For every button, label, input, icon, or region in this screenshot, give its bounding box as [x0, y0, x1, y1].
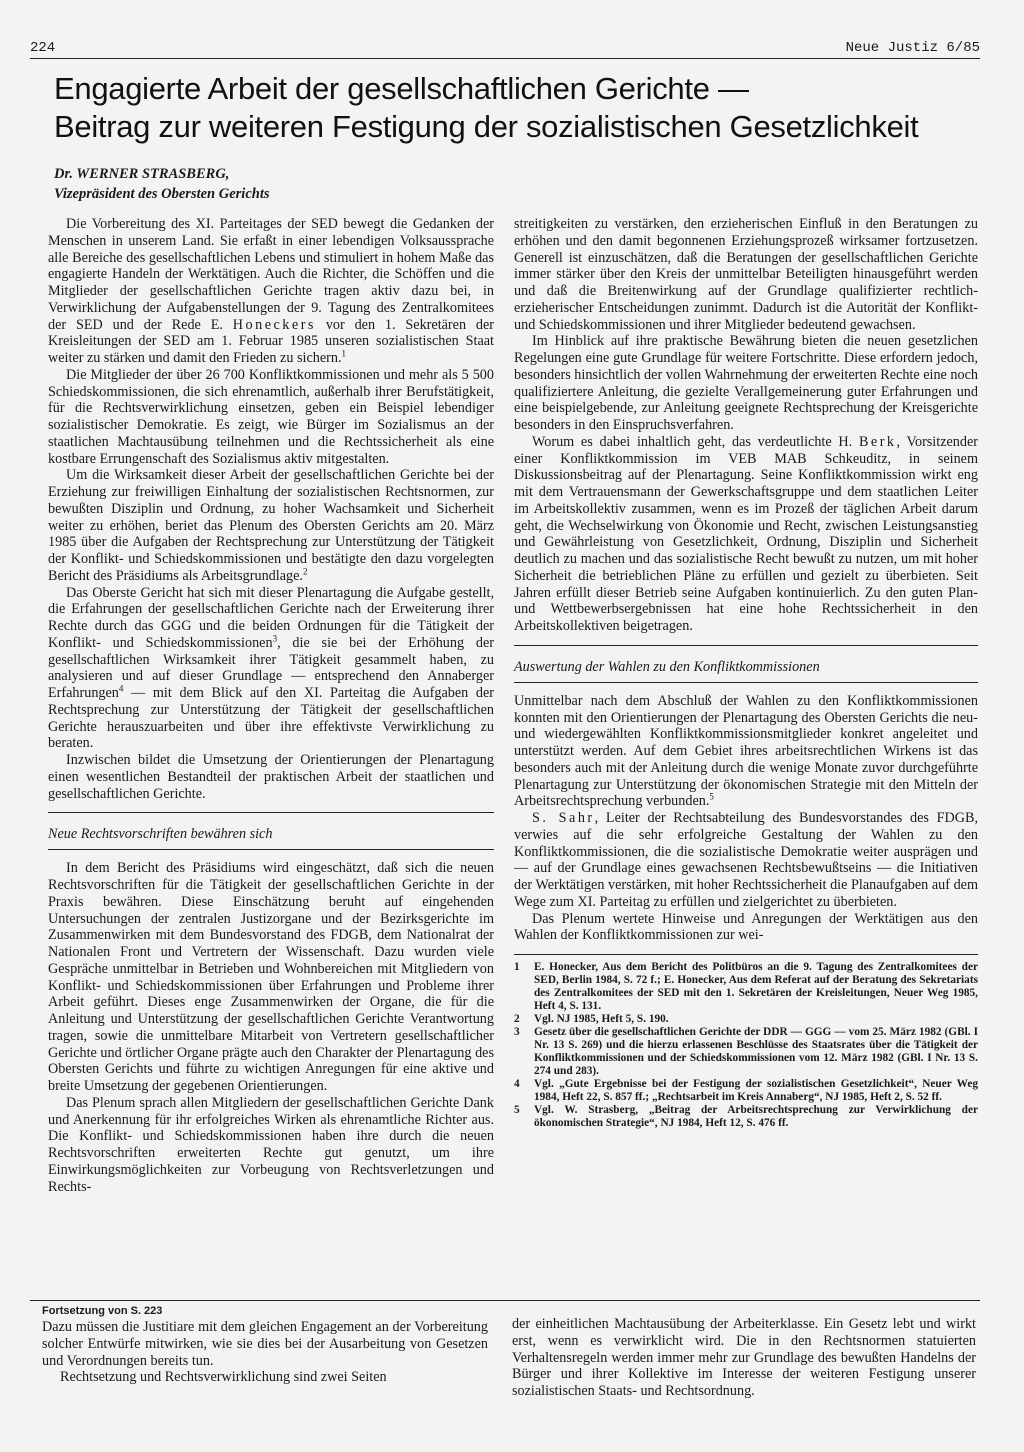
article-title: [54, 70, 994, 146]
paragraph: Die Vorbereitung des XI. Parteitages der SED bewegt die Gedanken der Menschen in unserem Land. Sie erfaßt in einer lebendigen Volksaussprache alle Bereiche des gesellschaftlichen Lebens und stimuliert in hohem Maße das engagierte Handeln der Werktätigen. Auch die Richter, die Schöffen und die Mitglieder der gesellschaftlichen Gerichte tragen aktiv dazu bei, in Verwirklichung der Aufgabenstellungen der 9. Tagung des Zentralkomitees der SED und der Rede E. Honeckers vor den 1. Sekretären der Kreisleitungen der SED am 1. Februar 1985 unseren sozialistischen Staat weiter zu stärken und damit den Frieden zu sichern.$^1$: [48, 216, 495, 366]
section-heading: Auswertung der Wahlen zu den Konfliktkommissionen: [514, 645, 978, 683]
footnote-number: 1: [514, 961, 520, 973]
paragraph: Inzwischen bildet die Umsetzung der Orientierungen der Plenartagung einen wesentlichen Bestandteil der praktischen Arbeit der staatlichen und gesellschaftlichen Gerichte.: [48, 752, 494, 802]
footnote-text: Vgl. NJ 1985, Heft 5, S. 190.: [534, 1013, 669, 1025]
footnote-ref: 5: [709, 791, 714, 802]
paragraph: streitigkeiten zu verstärken, den erzieherischen Einfluß in den Beratungen zu erhöhen und den damit begonnenen Erziehungsprozeß wirksamer fortzusetzen. Generell ist einzuschätzen, daß die Beratungen der gesellschaftlichen Gerichte immer stärker über den Kreis der unmittelbar Beteiligten hinausgeführt werden und daß die Breitenwirkung auf der Grundlage qualifizierter rechtlich-erzieherischer Entscheidungen zunimmt. Dadurch ist die Autorität der Konflikt- und Schiedskommissionen und ihrer Mitglieder bedeutend gewachsen.: [514, 216, 978, 333]
paragraph: Rechtsetzung und Rechtsverwirklichung sind zwei Seiten: [60, 1369, 387, 1386]
paragraph: Das Plenum wertete Hinweise und Anregungen der Werktätigen aus den Wahlen der Konfliktkommissionen zur wei-: [514, 910, 978, 944]
footnote-number: 2: [514, 1013, 520, 1025]
footnote-text: Gesetz über die gesellschaftlichen Gerichte der DDR — GGG — vom 25. März 1982 (GBl. I Nr. 13 S. 269) und die hierzu erlassenen Beschlüsse des Staatsrates über die Tätigkeit der Konfliktkommissionen und der Schiedskommissionen vom 12. März 1982 (GBl. I Nr. 13 S. 274 und 283).: [534, 1026, 978, 1077]
paragraph: Um die Wirksamkeit dieser Arbeit der gesellschaftlichen Gerichte bei der Erziehung zur freiwilligen Einhaltung der sozialistischen Rechtsnormen, zur bewußten Disziplin und Ordnung, zu hoher Wachsamkeit und Sicherheit weiter zu erhöhen, beriet das Plenum des Obersten Gerichts am 20. März 1985 über die Aufgaben der Rechtsprechung zur Unterstützung der Tätigkeit der Konflikt- und Schiedskommissionen und bestätigte den dazu vorgelegten Bericht des Präsidiums als Arbeitsgrundlage.$^2$: [48, 467, 494, 584]
footnote-text: E. Honecker, Aus dem Bericht des Politbüros an die 9. Tagung des Zentralkomitees der SED, Berlin 1984, S. 72 f.; E. Honecker, Aus dem Referat auf der Beratung des Sekretariats des Zentralkomitees der SED mit den 1. Sekretären der Kreisleitungen, Neuer Weg 1985, Heft 4, S. 131.: [534, 961, 978, 1012]
page-number: 224: [30, 40, 56, 56]
author-role: Vizepräsident des Obersten Gerichts: [54, 186, 270, 202]
paragraph: Worum es dabei inhaltlich geht, das verdeutlichte H. Berk, Vorsitzender einer Konfliktkommission im VEB MAB Schkeuditz, in seinem Diskussionsbeitrag auf der Plenartagung. Seine Konfliktkommission wirkt eng mit dem Vertrauensmann der Gewerkschaftsgruppe und dem staatlichen Leiter im Arbeitskollektiv zusammen, wenn es im Prozeß der täglichen Arbeit darum geht, die Wechselwirkung von Ökonomie und Recht, zwischen Leistungsanstieg und Gewährleistung von Gesetzlichkeit, Ordnung, Disziplin und Sicherheit deutlich zu machen und das sozialistische Recht bewußt zu nutzen, um mit hoher Sicherheit die betrieblichen Pläne zu erfüllen und gezielt zu überbieten. Seit Jahren erfüllt dieser Betrieb seine Aufgaben kontinuierlich. Zu den guten Plan- und Wettbewerbsergebnissen hat eine hohe Rechtssicherheit in den Arbeitskollektiven beigetragen.: [514, 433, 978, 634]
continuation-divider: [30, 1300, 980, 1301]
footnote-number: 4: [514, 1078, 520, 1090]
footnote-ref: 4: [118, 683, 124, 694]
author-block: [54, 164, 554, 204]
footnote-text: Vgl. „Gute Ergebnisse bei der Festigung der sozialistischen Gesetzlichkeit“, Neuer Weg 1984, Heft 22, S. 857 ff.; „Rechtsarbeit im Kreis Annaberg“, NJ 1985, Heft 2, S. 52 ff.: [534, 1078, 978, 1103]
continuation-label: Fortsetzung von S. 223: [42, 1305, 163, 1317]
footnote: [514, 1013, 978, 1026]
footnote-ref: 2: [302, 566, 308, 577]
person-name: S. Sahr: [532, 810, 595, 826]
paragraph: Das Oberste Gericht hat sich mit dieser Plenartagung die Aufgabe gestellt, die Erfahrungen der gesellschaftlichen Gerichte nach der Erweiterung ihrer Rechte durch das GGG und die beiden Ordnungen für die Tätigkeit der Konflikt- und Schiedskommissionen$^3$, die sie bei der Erhöhung der gesellschaftlichen Wirksamkeit ihrer Tätigkeit gesammelt haben, zu analysieren und auf dieser Grundlage — entsprechend den Annaberger Erfahrungen$^4$ — mit dem Blick auf den XI. Parteitag die Aufgaben der Rechtsprechung zur Unterstützung der Tätigkeit der gesellschaftlichen Gerichte herauszuarbeiten und über ihre effektivste Verwirklichung zu beraten.: [48, 584, 495, 752]
paragraph: S. Sahr, Leiter der Rechtsabteilung des Bundesvorstandes des FDGB, verwies auf die sehr erfolgreiche Gestaltung der Wahlen zu den Konfliktkommissionen, die die sozialistische Demokratie weiter ausprägen und — auf der Grundlage eines gewachsenen Rechtsbewußtseins — die Initiativen der Werktätigen verstärken, mit hoher Rechtssicherheit die Planaufgaben auf dem Wege zum XI. Parteitag zu erfüllen und zielgerichtet zu überbieten.: [514, 810, 978, 910]
paragraph: Das Plenum sprach allen Mitgliedern der gesellschaftlichen Gerichte Dank und Anerkennung für ihr erfolgreiches Wirken als ehrenamtliche Richter aus. Die Konflikt- und Schiedskommissionen haben ihre durch die neuen Rechtsvorschriften erweiterten Rechte gut genutzt, um ihre Einwirkungsmöglichkeiten zur Vorbeugung von Rechtsverletzungen und Rechts-: [48, 1094, 494, 1195]
continuation-right: [512, 1316, 976, 1400]
footnote: [514, 961, 978, 1013]
title-line-1: Engagierte Arbeit der gesellschaftlichen Gerichte —: [54, 71, 749, 106]
left-column: [48, 216, 494, 1195]
footnote-ref: 1: [341, 348, 347, 359]
footnote: [514, 1078, 978, 1104]
continuation-left: [42, 1304, 488, 1386]
person-name: Berk: [858, 433, 897, 450]
footnote-text: Vgl. W. Strasberg, „Beitrag der Arbeitsrechtsprechung zur Verwirklichung der ökonomischen Strategie“, NJ 1984, Heft 12, S. 476 ff.: [534, 1104, 978, 1129]
footnote-ref: 3: [272, 633, 278, 644]
section-heading: Neue Rechtsvorschriften bewähren sich: [48, 812, 494, 850]
paragraph: Dazu müssen die Justitiare mit dem gleichen Engagement an der Vorbereitung solcher Entwürfe mitwirken, wie sie dies bei der Ausarbeitung von Gesetzen und Verordnungen bereits tun.: [42, 1319, 488, 1369]
journal-issue: Neue Justiz 6/85: [845, 40, 980, 56]
footnote: [514, 1104, 978, 1130]
paragraph: Im Hinblick auf ihre praktische Bewährung bieten die neuen gesetzlichen Regelungen eine gute Grundlage für weitere Fortschritte. Diese erfordern jedoch, besonders hinsichtlich der vollen Wahrnehmung der erweiterten Rechte eine noch qualifiziertere Anleitung, die gezielte Verallgemeinerung guter Erfahrungen und eine beispielgebende, zur Anleitung geeignete Rechtsprechung der Kreisgerichte besonders in den Einspruchsverfahren.: [514, 333, 978, 433]
paragraph: Die Mitglieder der über 26 700 Konfliktkommissionen und mehr als 5 500 Schiedskommissionen, die sich ehrenamtlich, außerhalb ihrer Berufstätigkeit, für die Rechtsverwirklichung einsetzen, geben ein Beispiel lebendiger sozialistischer Demokratie. Es zeigt, wie Bürger im Sozialismus an der staatlichen Machtausübung teilnehmen und die Rechtssicherheit als eine kostbare Errungenschaft des Sozialismus aktiv mitgestalten.: [48, 366, 494, 467]
title-line-2: Beitrag zur weiteren Festigung der sozialistischen Gesetzlichkeit: [54, 109, 919, 144]
footnote-number: 3: [514, 1026, 520, 1038]
person-name: Honeckers: [232, 316, 316, 333]
footnote: [514, 1026, 978, 1078]
paragraph: Unmittelbar nach dem Abschluß der Wahlen zu den Konfliktkommissionen konnten mit den Orientierungen der Plenartagung des Obersten Gerichts die neu- und wiedergewählten Konfliktkommissionsmitglieder konkret angeleitet und unterstützt werden. Auf dem Gebiet ihres arbeitsrechtlichen Wirkens ist das besonders auch mit der Anleitung durch die wenige Monate zuvor durchgeführte Plenartagung zur Unterstützung der ökonomischen Strategie mit den Mitteln der Arbeitsrechtsprechung verbunden.$^5$: [514, 692, 978, 810]
page-header: [30, 40, 980, 59]
author-name: Dr. WERNER STRASBERG,: [54, 166, 230, 182]
footnote-number: 5: [514, 1104, 520, 1116]
paragraph: In dem Bericht des Präsidiums wird eingeschätzt, daß sich die neuen Rechtsvorschriften für die Tätigkeit der gesellschaftlichen Gerichte in der Praxis bewähren. Diese Einschätzung beruht auf eingehenden Untersuchungen der zentralen Justizorgane und der Bezirksgerichte im Zusammenwirken mit dem Bundesvorstand des FDGB, dem Nationalrat der Nationalen Front und Vertretern der Wissenschaft. Dazu wurden viele Gespräche unmittelbar in Betrieben und Wohnbereichen mit Mitgliedern von Konflikt- und Schiedskommissionen über Erfahrungen und Probleme ihrer Arbeit geführt. Dieses enge Zusammenwirken der Organe, die für die Anleitung und Unterstützung der gesellschaftlichen Gerichte Verantwortung tragen, sowie die unmittelbare Mitarbeit von Vertretern gesellschaftlicher Gerichte und örtlicher Organe prägte auch den Charakter der Plenartagung des Obersten Gerichts und führte zu wichtigen Anregungen für eine aktive und breite Umsetzung der gegebenen Orientierungen.: [48, 860, 494, 1094]
right-column: [514, 216, 978, 1130]
footnotes: [514, 954, 978, 1130]
paragraph: der einheitlichen Machtausübung der Arbeiterklasse. Ein Gesetz lebt und wirkt erst, wenn es verwirklicht wird. Die in den Rechtsnormen statuierten Verhaltensregeln werden immer mehr zur Grundlage des bewußten Handelns der Bürger und ihrer Kollektive im Interesse der weiteren Festigung unserer sozialistischen Staats- und Rechtsordnung.: [512, 1316, 976, 1399]
